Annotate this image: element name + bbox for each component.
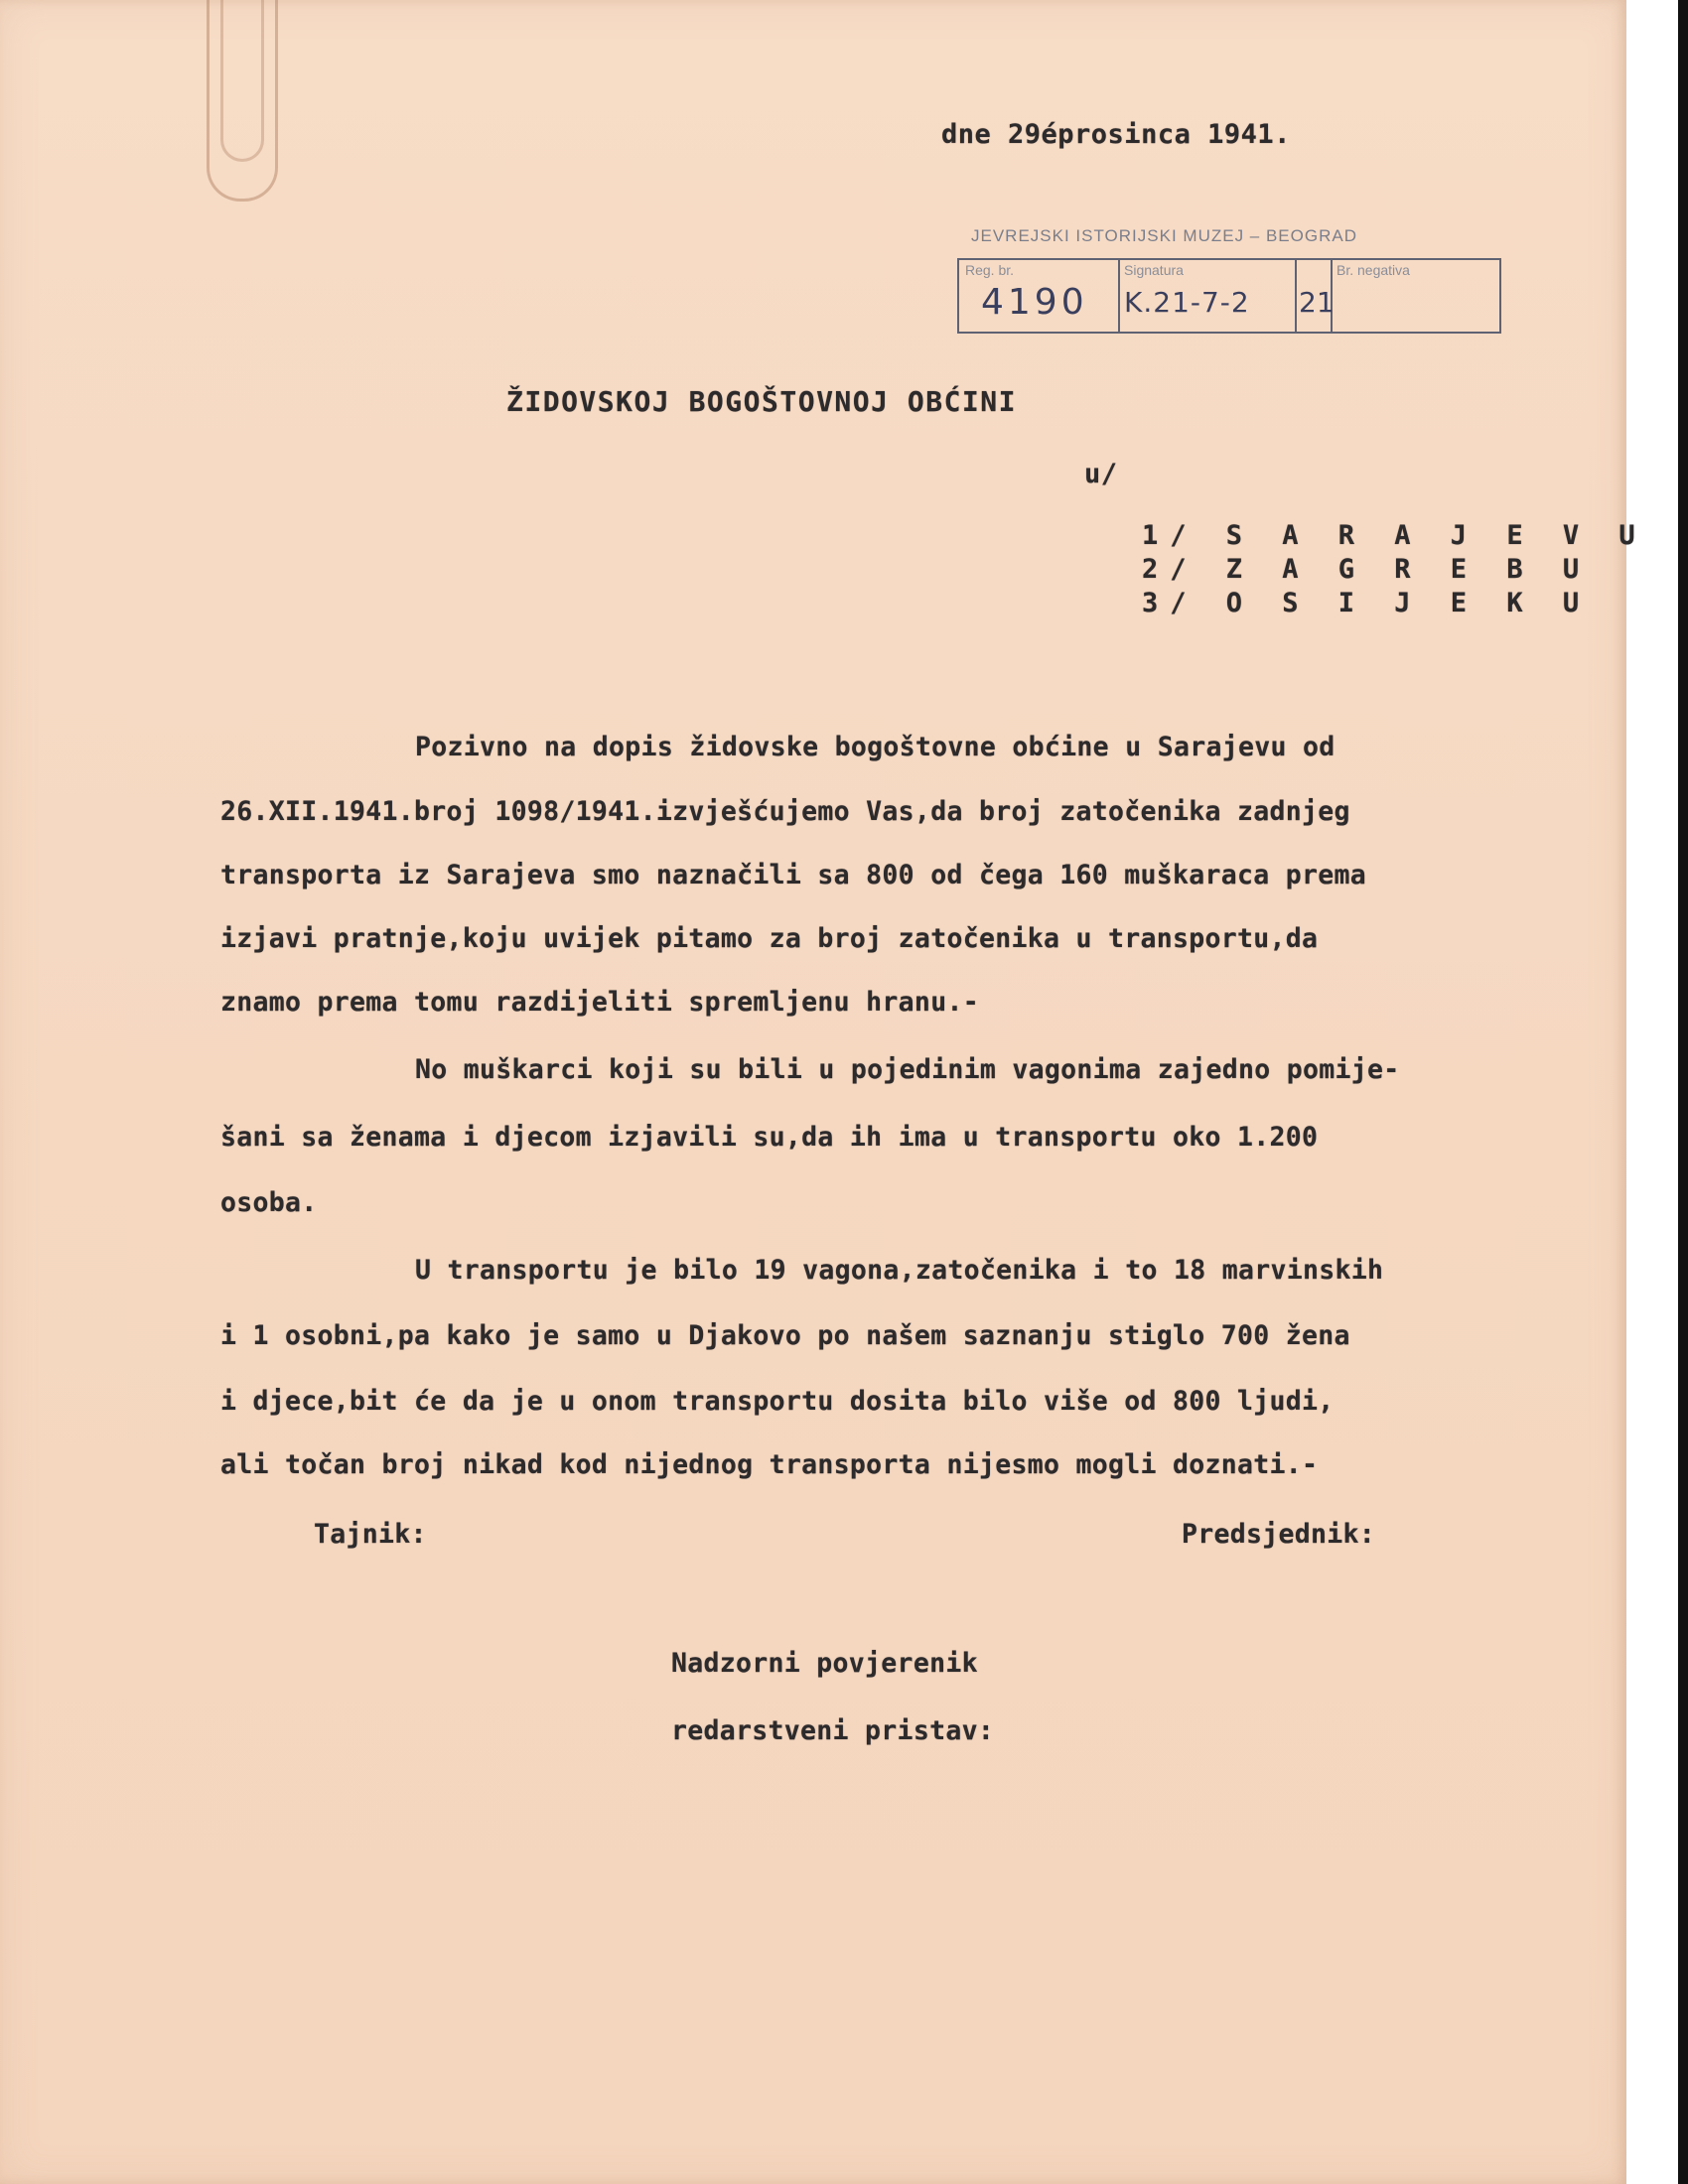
addressee-city-2: 2/ Z A G R E B U — [1142, 554, 1592, 585]
signature-predsjednik: Predsjednik: — [1182, 1519, 1376, 1550]
body-line: Pozivno na dopis židovske bogoštovne obćine u Sarajevu od — [415, 732, 1336, 762]
signature-povjerenik-rank: redarstveni pristav: — [671, 1715, 995, 1746]
stamp-title: JEVREJSKI ISTORIJSKI MUZEJ – BEOGRAD — [971, 226, 1357, 245]
addressee-city-1: 1/ S A R A J E V U — [1142, 520, 1647, 551]
body-line: i 1 osobni,pa kako je samo u Djakovo po našem saznanju stiglo 700 žena — [220, 1320, 1350, 1351]
stamp-item-value: 21 — [1299, 286, 1335, 319]
stamp-signatura-value: K.21-7-2 — [1124, 286, 1250, 319]
scan-edge — [1678, 0, 1688, 2184]
addressee-city-3: 3/ O S I J E K U — [1142, 588, 1592, 618]
stamp-cell-signatura — [1118, 260, 1297, 332]
body-line: osoba. — [220, 1187, 318, 1218]
signature-povjerenik-title: Nadzorni povjerenik — [671, 1648, 978, 1679]
stamp-cell-reg — [959, 260, 1120, 332]
addressee-u: u/ — [1084, 459, 1118, 489]
body-line: ali točan broj nikad kod nijednog transporta nijesmo mogli doznati.- — [220, 1449, 1319, 1480]
body-line: No muškarci koji su bili u pojedinim vagonima zajedno pomije- — [415, 1054, 1400, 1085]
addressee-title: ŽIDOVSKOJ BOGOŠTOVNOJ OBĆINI — [506, 385, 1018, 418]
body-line: 26.XII.1941.broj 1098/1941.izvješćujemo Vas,da broj zatočenika zadnjeg — [220, 796, 1350, 827]
stamp-signatura-label: Signatura — [1124, 262, 1184, 278]
stamp-cell-item — [1295, 260, 1333, 332]
body-line: znamo prema tomu razdijeliti spremljenu hranu.- — [220, 987, 979, 1018]
body-line: transporta iz Sarajeva smo naznačili sa 800 od čega 160 muškaraca prema — [220, 860, 1367, 890]
body-line: šani sa ženama i djecom izjavili su,da ih ima u transportu oko 1.200 — [220, 1122, 1319, 1153]
stamp-cell-negativ — [1331, 260, 1499, 332]
body-line: izjavi pratnje,koju uvijek pitamo za broj zatočenika u transportu,da — [220, 923, 1319, 954]
museum-stamp — [957, 226, 1499, 334]
body-line: i djece,bit će da je u onom transportu dosita bilo više od 800 ljudi, — [220, 1386, 1335, 1417]
signature-tajnik: Tajnik: — [314, 1519, 427, 1550]
stamp-reg-value: 4190 — [981, 282, 1088, 323]
stamp-reg-label: Reg. br. — [965, 262, 1015, 278]
document-date: dne 29éprosinca 1941. — [941, 119, 1291, 150]
body-line: U transportu je bilo 19 vagona,zatočenika i to 18 marvinskih — [415, 1255, 1384, 1286]
stamp-box — [957, 258, 1501, 334]
stamp-last-label: Br. negativa — [1336, 262, 1410, 278]
paperclip-mark-inner — [220, 0, 264, 162]
